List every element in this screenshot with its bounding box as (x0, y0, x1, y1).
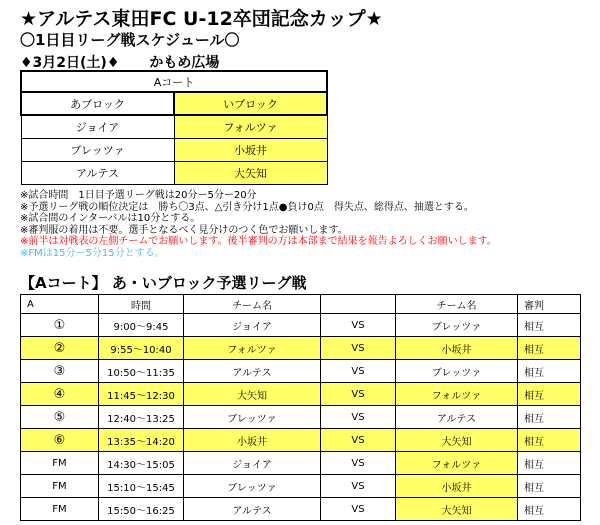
header-cell-no: A (21, 295, 99, 314)
match-number: FM (21, 475, 99, 498)
group-cell-i: 大矢知 (174, 161, 327, 184)
group-cell-a: ジョイア (21, 115, 174, 138)
match-away-team: ブレッツァ (396, 360, 518, 383)
match-vs: VS (321, 406, 396, 429)
match-number: ② (21, 337, 99, 360)
match-referee: 相互 (518, 337, 581, 360)
match-vs: VS (321, 452, 396, 475)
group-cell-a: ブレッツァ (21, 138, 174, 161)
schedule-row (21, 475, 581, 498)
schedule-row (21, 314, 581, 337)
match-number: ⑤ (21, 406, 99, 429)
match-vs: VS (321, 337, 396, 360)
schedule-row (21, 337, 581, 360)
page-subtitle: 〇1日目リーグ戦スケジュール〇 (20, 31, 240, 49)
match-number: FM (21, 452, 99, 475)
match-referee: 相互 (518, 475, 581, 498)
schedule-row (21, 360, 581, 383)
note-line: ※試合間のインターバルは10分とする。 (20, 213, 201, 224)
section-title: 【Aコート】 あ・いブロック予選リーグ戦 (20, 274, 307, 292)
group-cell-i: いブロック (174, 92, 327, 115)
header-cell-vs (321, 295, 396, 314)
match-away-team: 大矢知 (396, 498, 518, 521)
note-line: ※予選リーグ戦の順位決定は 勝ち〇3点、△引き分け1点●負け0点 得失点、総得点、抽選とする。 (20, 201, 474, 213)
match-away-team: 小坂井 (396, 475, 518, 498)
header-cell-away: チーム名 (396, 295, 518, 314)
group-row (21, 138, 327, 161)
match-home-team: アルテス (184, 498, 321, 521)
match-time: 14:30～15:05 (99, 452, 184, 475)
match-number: FM (21, 498, 99, 521)
group-row (21, 161, 327, 184)
group-cell-a: あブロック (21, 92, 174, 115)
match-home-team: ブレッツァ (184, 475, 321, 498)
match-vs: VS (321, 314, 396, 337)
match-home-team: ジョイア (184, 314, 321, 337)
match-referee: 相互 (518, 383, 581, 406)
header-cell-time: 時間 (99, 295, 184, 314)
match-referee: 相互 (518, 406, 581, 429)
group-cell-i: フォルツァ (174, 115, 327, 138)
schedule-row (21, 429, 581, 452)
match-home-team: 小坂井 (184, 429, 321, 452)
match-home-team: ブレッツァ (184, 406, 321, 429)
match-time: 15:10～15:45 (99, 475, 184, 498)
note-line-cyan: ※FMは15分ー5分15分とする。 (20, 247, 165, 259)
match-referee: 相互 (518, 314, 581, 337)
date-text: ♦3月2日(土)♦ (20, 55, 120, 71)
schedule-row (21, 383, 581, 406)
date-venue-line (20, 52, 219, 72)
note-line-red: ※前半は対戦表の左側チームでお願いします。後半審判の方は本部まで結果を報告よろしくお願いします。 (20, 236, 497, 247)
venue-text: かもめ広場 (149, 55, 220, 71)
match-referee: 相互 (518, 452, 581, 475)
match-vs: VS (321, 498, 396, 521)
schedule-row (21, 406, 581, 429)
match-referee: 相互 (518, 498, 581, 521)
match-number: ④ (21, 383, 99, 406)
match-time: 13:35～14:20 (99, 429, 184, 452)
match-referee: 相互 (518, 360, 581, 383)
match-away-team: ブレッツァ (396, 314, 518, 337)
match-number: ③ (21, 360, 99, 383)
match-number: ① (21, 314, 99, 337)
match-away-team: アルテス (396, 406, 518, 429)
match-time: 12:40～13:25 (99, 406, 184, 429)
group-cell-i: 小坂井 (174, 138, 327, 161)
match-away-team: 小坂井 (396, 337, 518, 360)
match-home-team: ジョイア (184, 452, 321, 475)
match-away-team: 大矢知 (396, 429, 518, 452)
group-table (20, 70, 328, 185)
note-line: ※試合時間 1日目予選リーグ戦は20分ー5分ー20分 (20, 190, 257, 201)
header-cell-home: チーム名 (184, 295, 321, 314)
match-vs: VS (321, 475, 396, 498)
match-time: 9:55～10:40 (99, 337, 184, 360)
match-time: 11:45～12:30 (99, 383, 184, 406)
schedule-header-row (21, 295, 581, 314)
header-cell-ref: 審判 (518, 295, 581, 314)
match-vs: VS (321, 383, 396, 406)
schedule-table (20, 294, 581, 521)
schedule-row (21, 452, 581, 475)
match-time: 10:50～11:35 (99, 360, 184, 383)
match-referee: 相互 (518, 429, 581, 452)
note-line: ※審判服の着用は不要。選手となるべく見分けのつく色でお願いします。 (20, 224, 348, 236)
match-vs: VS (321, 429, 396, 452)
match-away-team: フォルツァ (396, 452, 518, 475)
group-row (21, 92, 327, 115)
match-away-team: フォルツァ (396, 383, 518, 406)
schedule-row (21, 498, 581, 521)
group-row (21, 115, 327, 138)
match-time: 15:50～16:25 (99, 498, 184, 521)
match-time: 9:00～9:45 (99, 314, 184, 337)
match-home-team: 大矢知 (184, 383, 321, 406)
match-vs: VS (321, 360, 396, 383)
page-title: ★アルテス東田FC U-12卒団記念カップ★ (20, 8, 383, 30)
group-cell-a: アルテス (21, 161, 174, 184)
notes-block (20, 190, 497, 259)
match-number: ⑥ (21, 429, 99, 452)
group-table-header: Aコート (21, 71, 327, 92)
match-home-team: アルテス (184, 360, 321, 383)
match-home-team: フォルツァ (184, 337, 321, 360)
